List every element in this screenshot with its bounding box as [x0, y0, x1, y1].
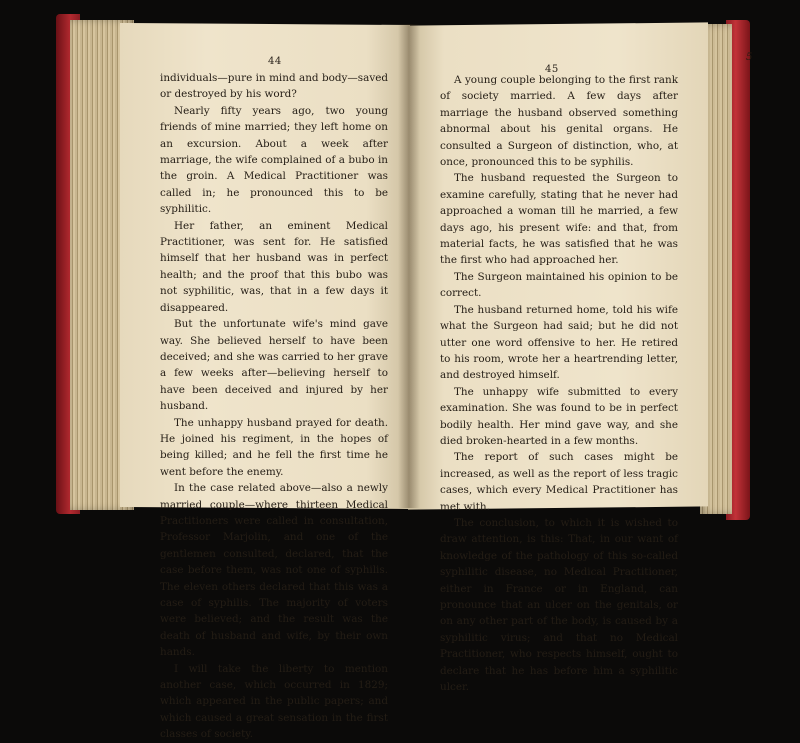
paragraph: I will take the liberty to mention another case, which occurred in 1829; which appeared in the public papers; and which caused a great sensation in the first classes of society.	[160, 662, 388, 741]
left-page-text	[160, 70, 388, 743]
paragraph: individuals—pure in mind and body—saved or destroyed by his word?	[160, 72, 388, 101]
paragraph: The unhappy husband prayed for death. He joined his regiment, in the hopes of being killed; and he fell the first time he went before the enemy.	[160, 416, 388, 478]
edge-pencil-mark: 5	[746, 52, 753, 63]
paragraph: The husband returned home, told his wife what the Surgeon had said; but he did not utter one word offensive to her. He retired to his room, wrote her a heartrending letter, and destroyed himself.	[440, 303, 678, 382]
paragraph: Nearly fifty years ago, two young friends of mine married; they left home on an excursion. About a week after marriage, the wife complained of a bubo in the groin. A Medical Practitioner was called in; he pronounced this to be syphilitic.	[160, 104, 388, 216]
paragraph: The Surgeon maintained his opinion to be correct.	[440, 270, 678, 300]
paragraph: The report of such cases might be increased, as well as the report of less tragic cases, which every Medical Practitioner has met with.	[440, 451, 678, 513]
paragraph: In the case related above—also a newly married couple—where thirteen Medical Practitioners were called in consultation, Professor Marjolin, and one of the gentlemen consulted, declared, that the case before them, was not one of syphilis. The eleven others declared that this was a case of syphilis. The majority of voters were believed; and the result was the death of husband and wife, by their own hands.	[160, 482, 388, 659]
paragraph: The conclusion, to which it is wished to draw attention, is this: That, in our want of knowledge of the pathology of this so-called syphilitic disease, no Medical Practitioner, either in France or in England, can pronounce that an ulcer on the genitals, or on any other part of the body, is caused by a syphilitic virus; and that no Medical Practitioner, who respects himself, ought to declare that he has before him a syphilitic ulcer.	[440, 516, 678, 694]
paragraph: But the unfortunate wife's mind gave way. She believed herself to have been deceived; and she was carried to her grave a few weeks after—believing herself to have been deceived and injured by her husband.	[160, 318, 388, 413]
book-gutter	[398, 24, 420, 508]
right-page-number: 45	[545, 64, 559, 75]
right-page-text	[440, 72, 678, 695]
left-page-number: 44	[268, 56, 282, 67]
paragraph: The unhappy wife submitted to every examination. She was found to be in perfect bodily health. Her mind gave way, and she died broken-hearted in a few months.	[440, 385, 678, 447]
paragraph: Her father, an eminent Medical Practitioner, was sent for. He satisfied himself that her husband was in perfect health; and the proof that this bubo was not syphilitic, was, that in a few days it disappeared.	[160, 219, 388, 314]
paragraph: The husband requested the Surgeon to examine carefully, stating that he never had approached a woman till he married, a few days ago, his present wife: and that, from material facts, he was satisfied that he was the first who had approached her.	[440, 172, 678, 267]
paragraph: A young couple belonging to the first rank of society married. A few days after marriage the husband observed something abnormal about his genital organs. He consulted a Surgeon of distinction, who, at once, pronounced this to be syphilis.	[440, 74, 678, 169]
